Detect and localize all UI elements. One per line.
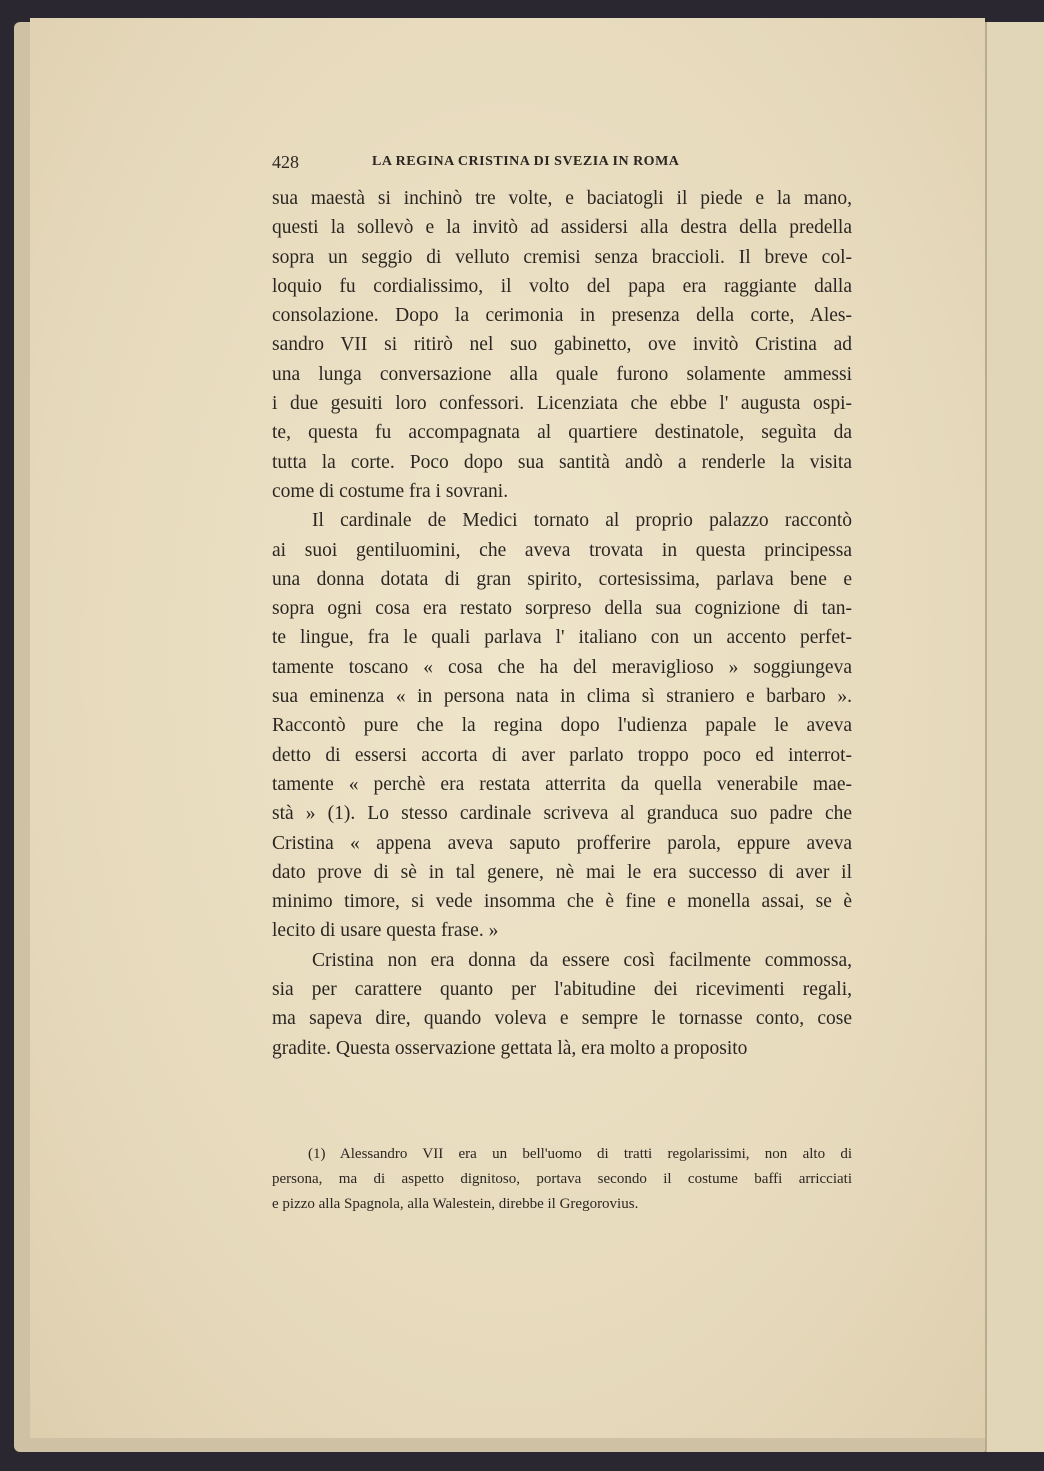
text-line: tutta la corte. Poco dopo sua santità andò a renderle la visita xyxy=(272,451,852,473)
text-line: stà » (1). Lo stesso cardinale scriveva al granduca suo padre che xyxy=(272,803,852,825)
text-line: sia per carattere quanto per l'abitudine dei ricevimenti regali, xyxy=(272,979,852,1001)
text-line: lecito di usare questa frase. » xyxy=(272,920,499,942)
text-line: Il cardinale de Medici tornato al proprio palazzo raccontò xyxy=(312,510,852,532)
text-line: sopra ogni cosa era restato sorpreso della sua cognizione di tan- xyxy=(272,598,852,620)
footnote-line: (1) Alessandro VII era un bell'uomo di tratti regolarissimi, non alto di xyxy=(308,1146,852,1162)
text-line: consolazione. Dopo la cerimonia in presenza della corte, Ales- xyxy=(272,305,852,327)
next-page-edge xyxy=(985,22,1044,1452)
body-text xyxy=(272,184,852,1063)
text-line: tamente « perchè era restata atterrita da quella venerabile mae- xyxy=(272,773,852,795)
text-line: Cristina « appena aveva saputo profferire parola, eppure aveva xyxy=(272,832,852,854)
text-line: ai suoi gentiluomini, che aveva trovata in questa principessa xyxy=(272,539,852,561)
text-line: Raccontò pure che la regina dopo l'udienza papale le aveva xyxy=(272,715,852,737)
running-title: LA REGINA CRISTINA DI SVEZIA IN ROMA xyxy=(372,154,680,169)
text-line: una lunga conversazione alla quale furono solamente ammessi xyxy=(272,363,852,385)
text-line: come di costume fra i sovrani. xyxy=(272,480,509,502)
text-line: sopra un seggio di velluto cremisi senza braccioli. Il breve col- xyxy=(272,246,852,268)
text-line: Cristina non era donna da essere così facilmente commossa, xyxy=(312,949,852,971)
text-line: tamente toscano « cosa che ha del meraviglioso » soggiungeva xyxy=(272,656,852,678)
text-line: te lingue, fra le quali parlava l' italiano con un accento perfet- xyxy=(272,627,852,649)
text-line: gradite. Questa osservazione gettata là, era molto a proposito xyxy=(272,1037,748,1059)
text-line: questi la sollevò e la invitò ad assidersi alla destra della predella xyxy=(272,217,852,239)
text-line: minimo timore, si vede insomma che è fine e monella assai, se è xyxy=(272,891,852,913)
text-line: i due gesuiti loro confessori. Licenziata che ebbe l' augusta ospi- xyxy=(272,393,852,415)
text-line: ma sapeva dire, quando voleva e sempre le tornasse conto, cose xyxy=(272,1008,852,1030)
footnote-line: e pizzo alla Spagnola, alla Walestein, direbbe il Gregorovius. xyxy=(272,1196,639,1212)
text-line: te, questa fu accompagnata al quartiere destinatole, seguìta da xyxy=(272,422,852,444)
footnote xyxy=(272,1142,852,1217)
text-line: una donna dotata di gran spirito, cortesissima, parlava bene e xyxy=(272,568,852,590)
text-line: sandro VII si ritirò nel suo gabinetto, ove invitò Cristina ad xyxy=(272,334,852,356)
text-line: dato prove di sè in tal genere, nè mai le era successo di aver il xyxy=(272,861,852,883)
footnote-line: persona, ma di aspetto dignitoso, portava secondo il costume baffi arricciati xyxy=(272,1171,852,1187)
text-line: sua maestà si inchinò tre volte, e baciatogli il piede e la mano, xyxy=(272,188,852,209)
running-header xyxy=(272,152,852,176)
text-line: detto di essersi accorta di aver parlato troppo poco ed interrot- xyxy=(272,744,852,766)
text-line: sua eminenza « in persona nata in clima sì straniero e barbaro ». xyxy=(272,686,852,708)
page-number: 428 xyxy=(272,152,299,172)
text-line: loquio fu cordialissimo, il volto del papa era raggiante dalla xyxy=(272,275,852,297)
